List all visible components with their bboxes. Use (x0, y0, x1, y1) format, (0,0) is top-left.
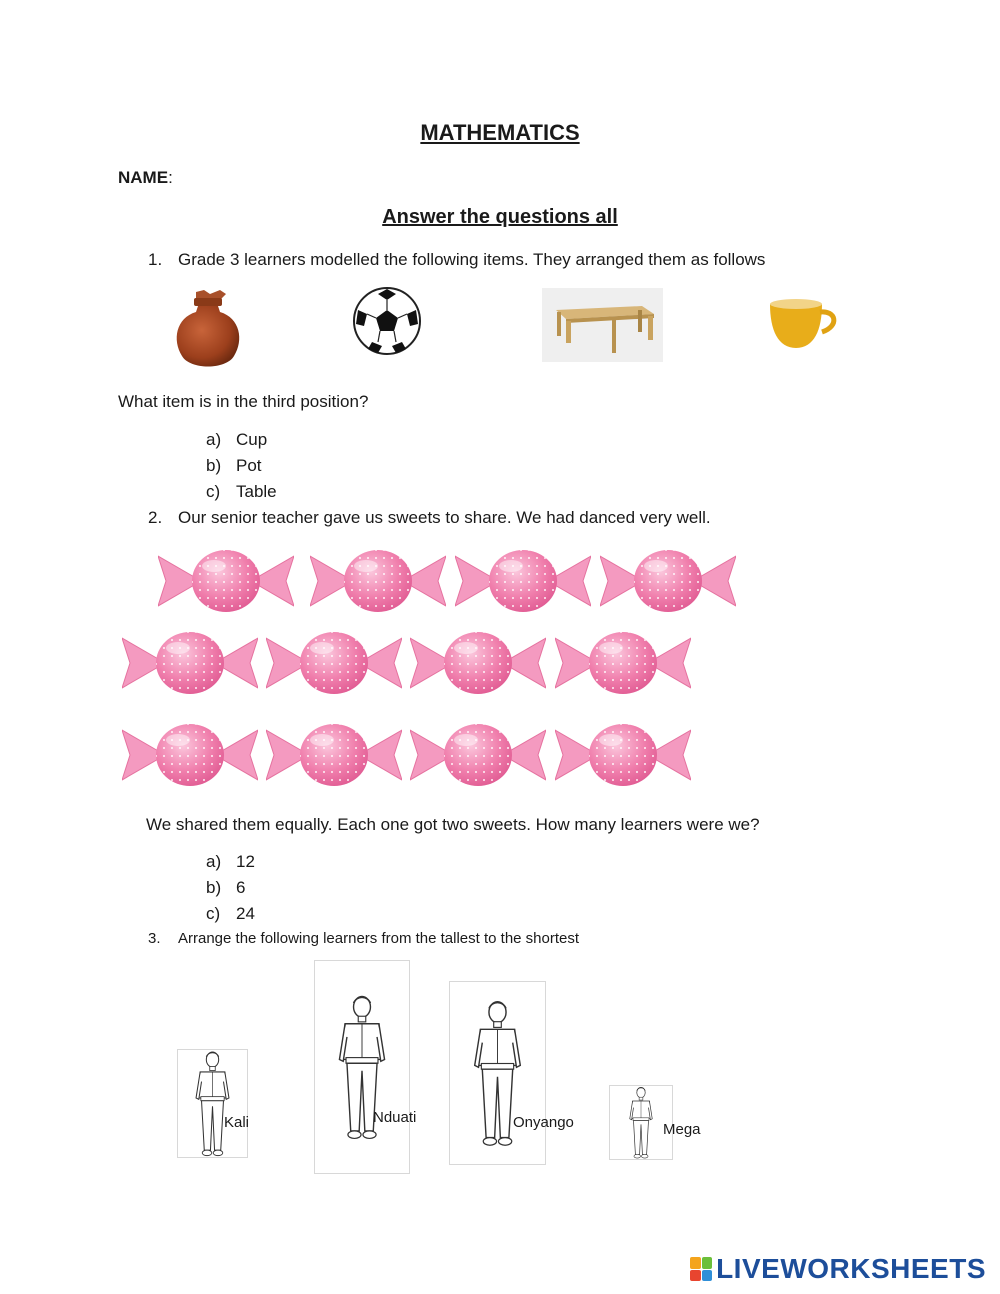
question-2-text: Our senior teacher gave us sweets to share. We had danced very well. (178, 508, 711, 527)
learner-onyango (449, 981, 546, 1165)
option-text: 6 (236, 878, 246, 897)
sweet (555, 722, 691, 788)
name-field-label (118, 168, 173, 188)
name-label: NAME (118, 168, 169, 187)
option-letter: b) (206, 878, 222, 897)
q1-option-b[interactable] (206, 456, 262, 476)
q2-option-c[interactable] (206, 904, 255, 924)
table-image (542, 288, 663, 362)
question-1-prompt: What item is in the third position? (118, 392, 369, 411)
sweet (266, 722, 402, 788)
question-1-number: 1. (148, 250, 163, 269)
question-3-text: Arrange the following learners from the tallest to the shortest (178, 930, 580, 947)
sweet (455, 548, 591, 614)
sweet (122, 630, 258, 696)
learner-kali-figure (178, 1050, 250, 1157)
option-text: Pot (236, 456, 262, 475)
question-2-prompt: We shared them equally. Each one got two sweets. How many learners were we? (146, 815, 760, 834)
q1-option-c[interactable] (206, 482, 277, 502)
learner-onyango-label: Onyango (513, 1114, 574, 1131)
q2-option-a[interactable] (206, 852, 255, 872)
question-1-text: Grade 3 learners modelled the following items. They arranged them as follows (178, 250, 766, 269)
learner-mega-label: Mega (663, 1121, 701, 1138)
q2-option-b[interactable] (206, 878, 245, 898)
option-letter: b) (206, 456, 222, 475)
sweet (410, 630, 546, 696)
sweet (410, 722, 546, 788)
learner-nduati-figure (315, 961, 409, 1173)
cup-image (766, 296, 840, 356)
sweet (310, 548, 446, 614)
sweet (600, 548, 736, 614)
page-title: MATHEMATICS (420, 120, 580, 145)
sweet (122, 722, 258, 788)
sweet (266, 630, 402, 696)
learner-nduati (314, 960, 410, 1174)
question-3-number: 3. (148, 930, 161, 947)
question-1 (148, 250, 765, 270)
sweet (158, 548, 294, 614)
learner-kali (177, 1049, 248, 1158)
instructions-heading: Answer the questions all (382, 206, 618, 228)
name-colon: : (168, 168, 173, 187)
sweet (555, 630, 691, 696)
learner-nduati-label: Nduati (373, 1109, 417, 1126)
ball-image (352, 286, 422, 356)
logo-badge-icon (690, 1257, 712, 1281)
question-2-number: 2. (148, 508, 163, 527)
option-letter: a) (206, 852, 222, 871)
option-text: Table (236, 482, 277, 501)
option-text: Cup (236, 430, 268, 449)
q1-option-a[interactable] (206, 430, 267, 450)
option-letter: c) (206, 482, 221, 501)
learner-onyango-figure (450, 982, 545, 1164)
question-2 (148, 508, 711, 528)
option-letter: a) (206, 430, 222, 449)
question-3 (148, 930, 579, 947)
pot-image (170, 288, 246, 374)
option-letter: c) (206, 904, 221, 923)
option-text: 24 (236, 904, 255, 923)
learner-kali-label: Kali (224, 1114, 250, 1131)
logo-text: LIVEWORKSHEETS (716, 1253, 986, 1284)
option-text: 12 (236, 852, 255, 871)
liveworksheets-logo (690, 1253, 986, 1285)
